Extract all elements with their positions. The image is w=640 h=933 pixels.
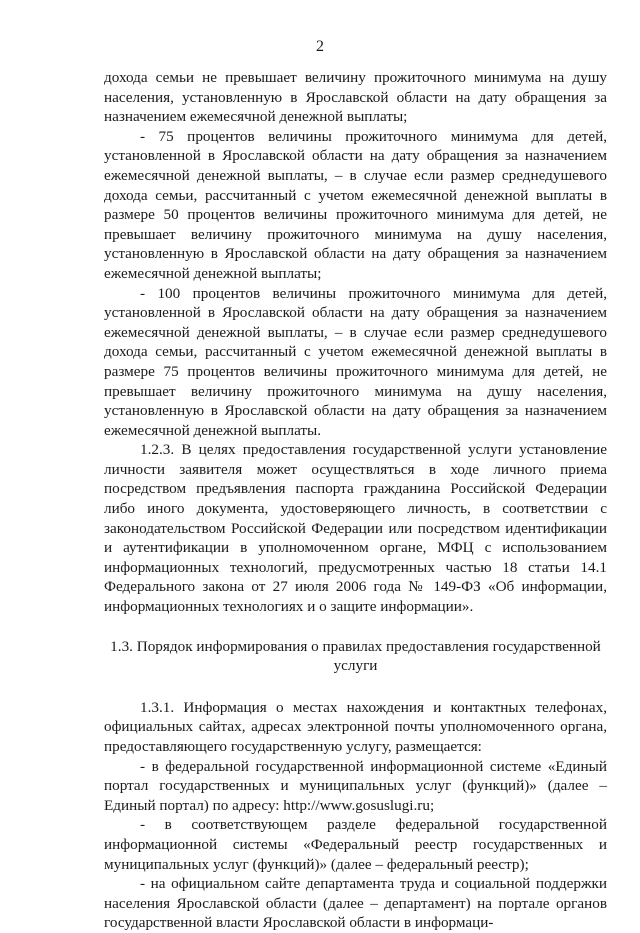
page-number: 2 bbox=[316, 38, 324, 55]
list-item: - 100 процентов величины прожиточного минимума для детей, установленной в Ярославской области на дату обращения за назначением ежемесячной денежной выплаты, – в случае если размер среднедушевого дохода семьи, рассчитанный с учетом ежемесячной денежной выплаты в размере 75 процентов величины прожиточного минимума для детей, не превышает величину прожиточного минимума на душу населения, установленную в Ярославской области на дату обращения за назначением ежемесячной денежной выплаты. bbox=[104, 284, 607, 439]
list-item: - в федеральной государственной информационной системе «Единый портал государственных и муниципальных услуг (функций)» (далее – Единый портал) по адресу: http://www.gosuslugi.ru; bbox=[104, 757, 607, 814]
section-heading: 1.3. Порядок информирования о правилах предоставления государственной услуги bbox=[110, 637, 601, 675]
document-body bbox=[104, 68, 607, 933]
paragraph: дохода семьи не превышает величину прожиточного минимума на душу населения, установленную в Ярославской области на дату обращения за назначением ежемесячной денежной выплаты; bbox=[104, 69, 607, 126]
paragraph: 1.2.3. В целях предоставления государственной услуги установление личности заявителя может осуществляться в ходе личного приема посредством предъявления паспорта гражданина Российской Федерации либо иного документа, удостоверяющего личность, в соответствии с законодательством Российской Федерации или посредством идентификации и аутентификации в уполномоченном органе, МФЦ с использованием информационных технологий, предусмотренных частью 18 статьи 14.1 Федерального закона от 27 июля 2006 года № 149-ФЗ «Об информации, информационных технологиях и о защите информации». bbox=[104, 441, 607, 616]
list-item: - на официальном сайте департамента труда и социальной поддержки населения Ярославской области (далее – департамент) на портале органов государственной власти Ярославской области в информаци- bbox=[104, 875, 607, 932]
list-item: - в соответствующем разделе федеральной государственной информационной системы «Федеральный реестр государственных и муниципальных услуг (функций)» (далее – федеральный реестр); bbox=[104, 816, 607, 873]
paragraph: 1.3.1. Информация о местах нахождения и контактных телефонах, официальных сайтах, адресах электронной почты уполномоченного органа, предоставляющего государственную услугу, размещается: bbox=[104, 698, 607, 755]
list-item: - 75 процентов величины прожиточного минимума для детей, установленной в Ярославской области на дату обращения за назначением ежемесячной денежной выплаты, – в случае если размер среднедушевого дохода семьи, рассчитанный с учетом ежемесячной денежной выплаты в размере 50 процентов величины прожиточного минимума для детей, не превышает величину прожиточного минимума на душу населения, установленную в Ярославской области на дату обращения за назначением ежемесячной денежной выплаты; bbox=[104, 127, 607, 282]
